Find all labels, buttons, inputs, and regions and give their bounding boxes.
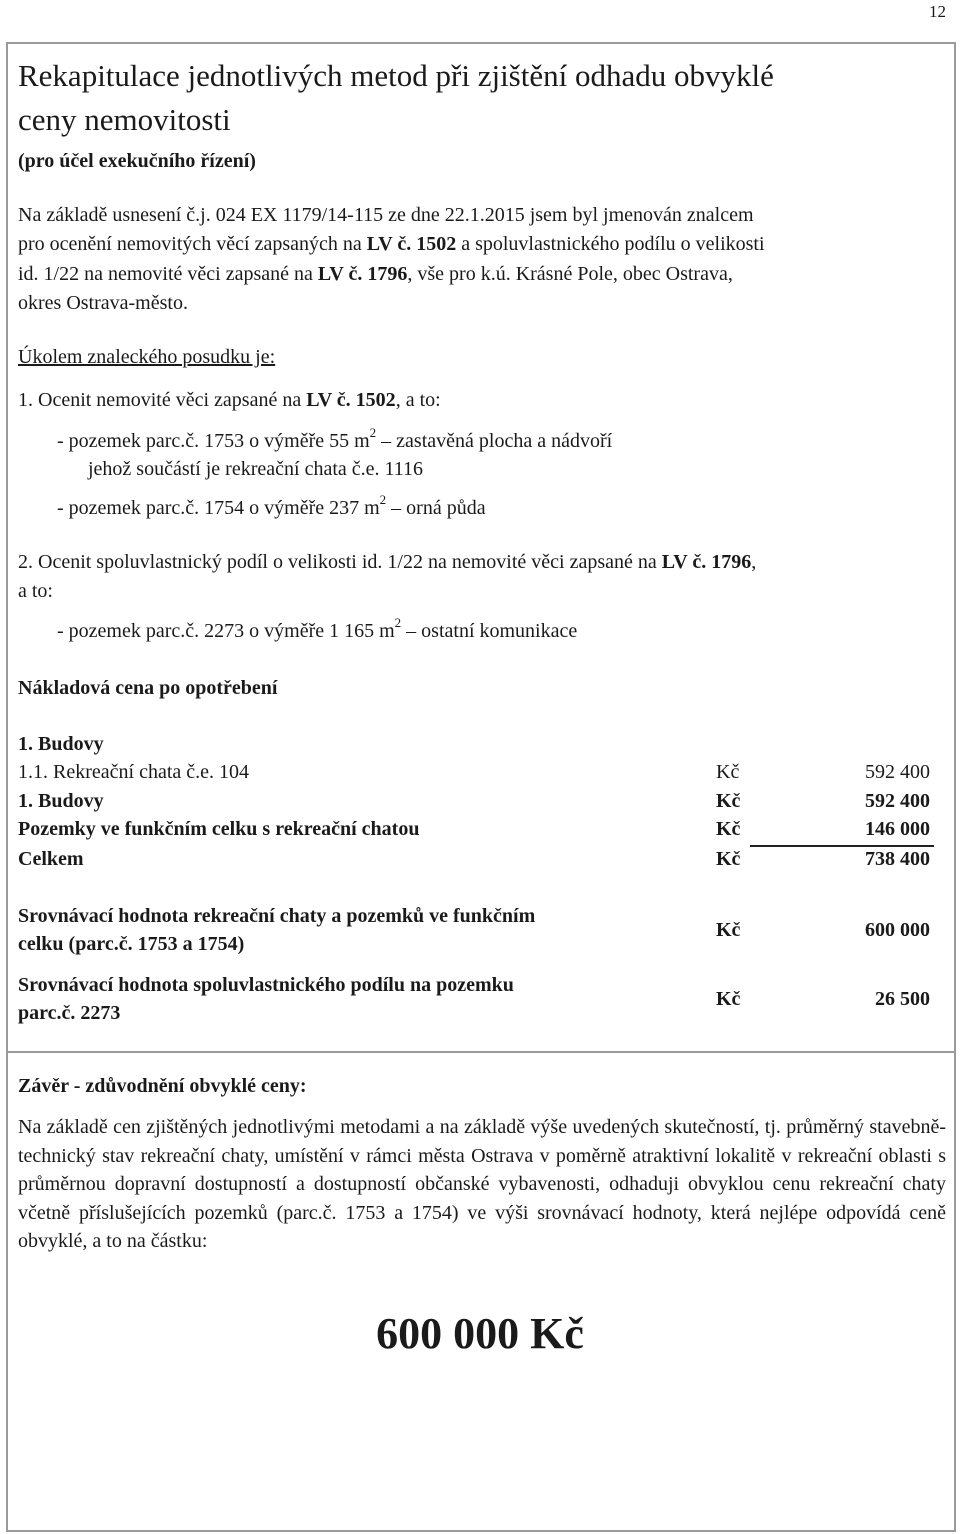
- intro-line3: id. 1/22 na nemovité věci zapsané na LV č. 1796, vše pro k.ú. Krásné Pole, obec Ostrava,: [18, 263, 733, 285]
- row-chalet-label: 1.1. Rekreační chata č.e. 104: [18, 761, 250, 783]
- comparative1-label-line2: celku (parc.č. 1753 a 1754): [18, 933, 245, 955]
- row-buildings-label: 1. Budovy: [18, 790, 104, 812]
- final-amount: 600 000 Kč: [376, 1309, 584, 1358]
- row-buildings-currency: Kč: [716, 790, 741, 812]
- comparative2-label-line2: parc.č. 2273: [18, 1002, 121, 1024]
- buildings-heading: 1. Budovy: [18, 733, 104, 755]
- task1-item1-line2: jehož součástí je rekreační chata č.e. 1116: [88, 458, 424, 480]
- row-land-amount: 146 000: [865, 818, 930, 840]
- page-title-line1: Rekapitulace jednotlivých metod při zjištění odhadu obvyklé: [18, 58, 774, 93]
- page-title-line2: ceny nemovitosti: [18, 102, 231, 137]
- intro-line4: okres Ostrava-město.: [18, 292, 188, 314]
- section-divider: [6, 1051, 956, 1053]
- row-total-amount: 738 400: [865, 848, 930, 870]
- task2-line2: a to:: [18, 580, 53, 602]
- task2-heading: 2. Ocenit spoluvlastnický podíl o velikosti id. 1/22 na nemovité věci zapsané na LV č. 1796,: [18, 551, 757, 573]
- task-heading: Úkolem znaleckého posudku je:: [18, 346, 276, 368]
- row-buildings-amount: 592 400: [865, 790, 930, 812]
- page-subtitle: (pro účel exekučního řízení): [18, 150, 256, 172]
- conclusion-text: Na základě cen zjištěných jednotlivými metodami a na základě výše uvedených skutečností, tj. průměrný stavebně-technický stav rekreační chaty, umístění v rámci města Ostrava v poměrně atraktivní lokalitě v rekreační oblasti s průměrnou dopravní dostupností a dostupností občanské vybavenosti, odhaduji obvyklou cenu rekreační chaty včetně příslušejících pozemků (parc.č. 1753 a 1754) ve výši srovnávací hodnoty, která nejlépe odpovídá ceně obvyklé, a to na částku:: [18, 1116, 946, 1252]
- comparative2-label-line1: Srovnávací hodnota spoluvlastnického podílu na pozemku: [18, 974, 514, 996]
- task2-item1: - pozemek parc.č. 2273 o výměře 1 165 $m^2$ – ostatní komunikace: [57, 615, 578, 642]
- comparative2-currency: Kč: [716, 988, 741, 1010]
- comparative1-currency: Kč: [716, 919, 741, 941]
- row-chalet-currency: Kč: [716, 761, 740, 783]
- comparative1-label-line1: Srovnávací hodnota rekreační chaty a pozemků ve funkčním: [18, 905, 536, 927]
- conclusion-heading: Závěr - zdůvodnění obvyklé ceny:: [18, 1075, 307, 1097]
- row-land-label: Pozemky ve funkčním celku s rekreační chatou: [18, 818, 420, 840]
- comparative1-amount: 600 000: [865, 919, 930, 941]
- task1-item2: - pozemek parc.č. 1754 o výměře 237 $m^2$ – orná půda: [57, 492, 486, 519]
- intro-line1: Na základě usnesení č.j. 024 EX 1179/14-115 ze dne 22.1.2015 jsem byl jmenován znalcem: [18, 204, 754, 226]
- row-land-currency: Kč: [716, 818, 741, 840]
- row-chalet-amount: 592 400: [865, 761, 930, 783]
- sum-underline: [750, 845, 934, 847]
- task1-item1: - pozemek parc.č. 1753 o výměře 55 $m^2$ – zastavěná plocha a nádvoří: [57, 425, 613, 452]
- task1-heading: 1. Ocenit nemovité věci zapsané na LV č. 1502, a to:: [18, 389, 441, 411]
- row-total-label: Celkem: [18, 848, 84, 870]
- comparative2-amount: 26 500: [875, 988, 930, 1010]
- cost-heading: Nákladová cena po opotřebení: [18, 677, 278, 699]
- page-number: 12: [929, 2, 946, 21]
- row-total-currency: Kč: [716, 848, 741, 870]
- intro-line2: pro ocenění nemovitých věcí zapsaných na LV č. 1502 a spoluvlastnického podílu o velikosti: [18, 233, 765, 255]
